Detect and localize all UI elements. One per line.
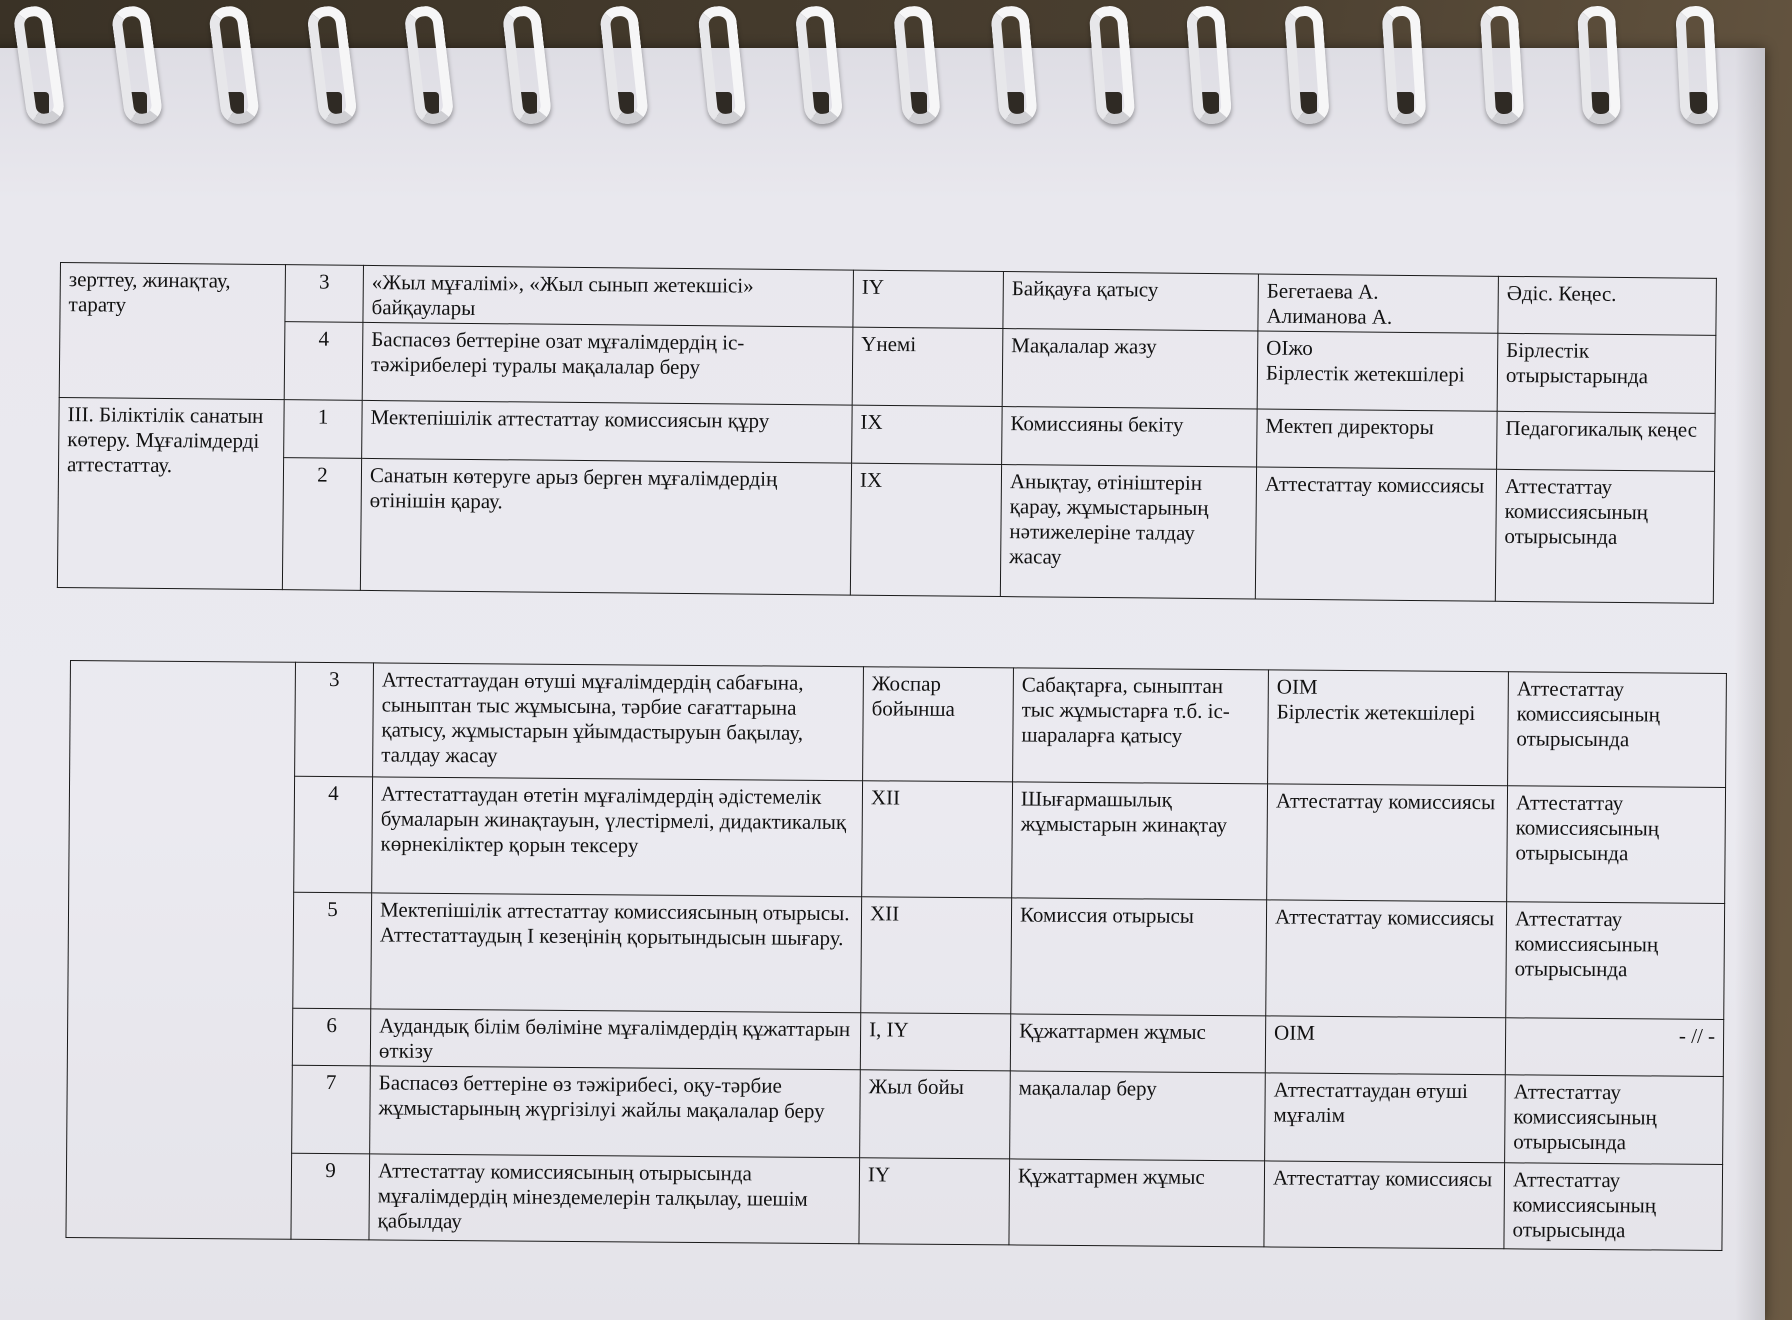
responsible-cell: Аттестаттау комиссиясы (1266, 900, 1507, 1018)
responsible-cell: ОІМ Бірлестік жетекшілері (1268, 670, 1509, 786)
form-cell: Мақалалар жазу (1002, 329, 1258, 409)
activity-cell: Баспасөз беттеріне озат мұғалімдердің іс-тәжірибелері туралы мақалалар беру (362, 322, 853, 405)
term-cell: IX (850, 463, 1001, 596)
responsible-cell: Мектеп директоры (1257, 409, 1498, 469)
binding-ring (1577, 5, 1622, 125)
binding-ring (306, 4, 358, 126)
term-cell: І, ІY (860, 1013, 1010, 1071)
activity-cell: Аттестаттау комиссиясының отырысында мұғалімдердің мінездемелерін талқылау, шешім қабылдау (369, 1154, 860, 1244)
activity-cell: Аттестаттаудан өтетін мұғалімдердің әдістемелік бумаларын жинақтауын, үлестірмелі, дидактикалық көрнекіліктер қорын тексеру (372, 777, 863, 897)
result-cell: Аттестаттау комиссиясының отырысында (1506, 902, 1725, 1020)
term-cell: IY (853, 270, 1004, 328)
table-row (70, 661, 1727, 788)
activity-cell: Санатын көтеруге арыз берген мұғалімдердің өтінішін қарау. (360, 458, 851, 595)
activity-cell: Мектепішілік аттестаттау комиссиясының отырысы. Аттестаттаудың І кезеңінің қорытындысын шығару. (371, 893, 862, 1013)
binding-ring (12, 4, 66, 126)
binding-ring (110, 4, 163, 126)
row-number: 4 (284, 322, 363, 401)
row-number: 3 (295, 662, 374, 777)
binding-ring (990, 5, 1038, 126)
table-row (57, 455, 1714, 603)
row-number: 9 (291, 1153, 370, 1240)
responsible-cell: Аттестаттау комиссиясы (1255, 467, 1496, 601)
result-cell: Аттестаттау комиссиясының отырысында (1507, 786, 1726, 904)
responsible-cell: Бегетаева А. Алиманова А. (1258, 274, 1499, 333)
table-row (68, 890, 1725, 1019)
responsible-cell: Аттестаттаудан өтуші мұғалім (1265, 1073, 1506, 1163)
responsible-cell: Аттестаттау комиссиясы (1267, 784, 1508, 902)
term-cell: XII (861, 897, 1012, 1014)
form-cell: Анықтау, өтініштерін қарау, жұмыстарының нәтижелеріне талдау жасау (1000, 465, 1256, 599)
table-row (66, 1151, 1723, 1250)
binding-ring (1381, 5, 1427, 125)
row-number: 5 (293, 892, 372, 1009)
activity-cell: «Жыл мұғалімі», «Жыл сынып жетекшісі» байқаулары (363, 265, 854, 327)
term-cell: IX (852, 405, 1003, 464)
row-number: 1 (284, 400, 363, 459)
row-number: 3 (285, 265, 364, 323)
form-cell: Құжаттармен жұмыс (1009, 1159, 1265, 1247)
term-cell: XII (862, 781, 1013, 898)
activity-cell: Аттестаттаудан өтуші мұғалімдердің сабағына, сыныптан тыс жұмысына, тәрбие сағаттарына қатысу, жұмыстарын ұйымдастыруын бақылау, талдау жасау (373, 663, 864, 781)
result-cell: - // - (1505, 1018, 1723, 1077)
binding-ring (1088, 5, 1136, 126)
responsible-cell: ОІМ (1265, 1016, 1505, 1075)
binding-ring (208, 4, 261, 126)
term-cell: Жоспар бойынша (863, 667, 1014, 782)
term-cell: Үнемі (852, 327, 1003, 406)
section-cell (59, 263, 285, 400)
table-row (67, 1063, 1724, 1164)
result-cell: Аттестаттау комиссиясының отырысында (1504, 1163, 1723, 1251)
result-cell: Аттестаттау комиссиясының отырысында (1508, 672, 1727, 788)
form-cell: Комиссияны бекіту (1002, 407, 1258, 467)
form-cell: Байқауға қатысу (1003, 272, 1259, 331)
binding-ring (893, 4, 942, 125)
result-cell: Педагогикалық кеңес (1497, 411, 1716, 471)
section-cell-empty (66, 661, 296, 1240)
form-cell: Шығармашылық жұмыстарын жинақтау (1012, 782, 1268, 900)
binding-ring (794, 4, 843, 125)
document-page (0, 48, 1765, 1320)
plan-table-bottom (65, 660, 1726, 1251)
binding-ring (599, 4, 650, 125)
result-cell: Әдіс. Кеңес. (1498, 276, 1717, 335)
activity-cell: Аудандық білім бөліміне мұғалімдердің құжаттарын өткізу (370, 1009, 860, 1070)
term-cell: IY (859, 1158, 1010, 1245)
binding-ring (1284, 5, 1330, 125)
spiral-binding (0, 0, 1792, 140)
row-number: 6 (292, 1008, 370, 1066)
row-number: 7 (292, 1065, 371, 1154)
result-cell: Аттестаттау комиссиясының отырысында (1495, 469, 1714, 603)
binding-ring (1186, 5, 1233, 126)
page-edge-shadow (1735, 48, 1765, 1320)
form-cell: мақалалар беру (1010, 1071, 1266, 1161)
result-cell: Аттестаттау комиссиясының отырысында (1505, 1075, 1724, 1165)
binding-ring (403, 4, 455, 126)
binding-ring (1479, 5, 1524, 125)
section-cell: ІІІ. Біліктілік санатын көтеру. Мұғалімдерді аттестаттау. (57, 397, 284, 589)
row-number: 4 (294, 776, 373, 893)
section-title: зерттеу, жинақтау, тарату (68, 267, 231, 317)
responsible-cell: ОІжо Бірлестік жетекшілері (1257, 331, 1498, 411)
term-cell: Жыл бойы (860, 1070, 1011, 1159)
binding-ring (1675, 5, 1719, 125)
binding-ring (501, 4, 552, 126)
result-cell: Бірлестік отырыстарында (1497, 333, 1716, 413)
activity-cell: Баспасөз беттеріне өз тәжірибесі, оқу-тәрбие жұмыстарының жүргізілуі жайлы мақалалар беру (370, 1066, 861, 1158)
form-cell: Сабақтарға, сыныптан тыс жұмыстарға т.б. іс-шараларға қатысу (1013, 668, 1269, 784)
table-row (69, 775, 1726, 904)
form-cell: Құжаттармен жұмыс (1010, 1014, 1265, 1073)
responsible-cell: Аттестаттау комиссиясы (1264, 1161, 1505, 1249)
plan-table-top (57, 262, 1717, 604)
form-cell: Комиссия отырысы (1011, 898, 1267, 1016)
row-number: 2 (282, 458, 361, 591)
activity-cell: Мектепішілік аттестаттау комиссиясын құру (362, 400, 853, 463)
binding-ring (697, 4, 747, 125)
